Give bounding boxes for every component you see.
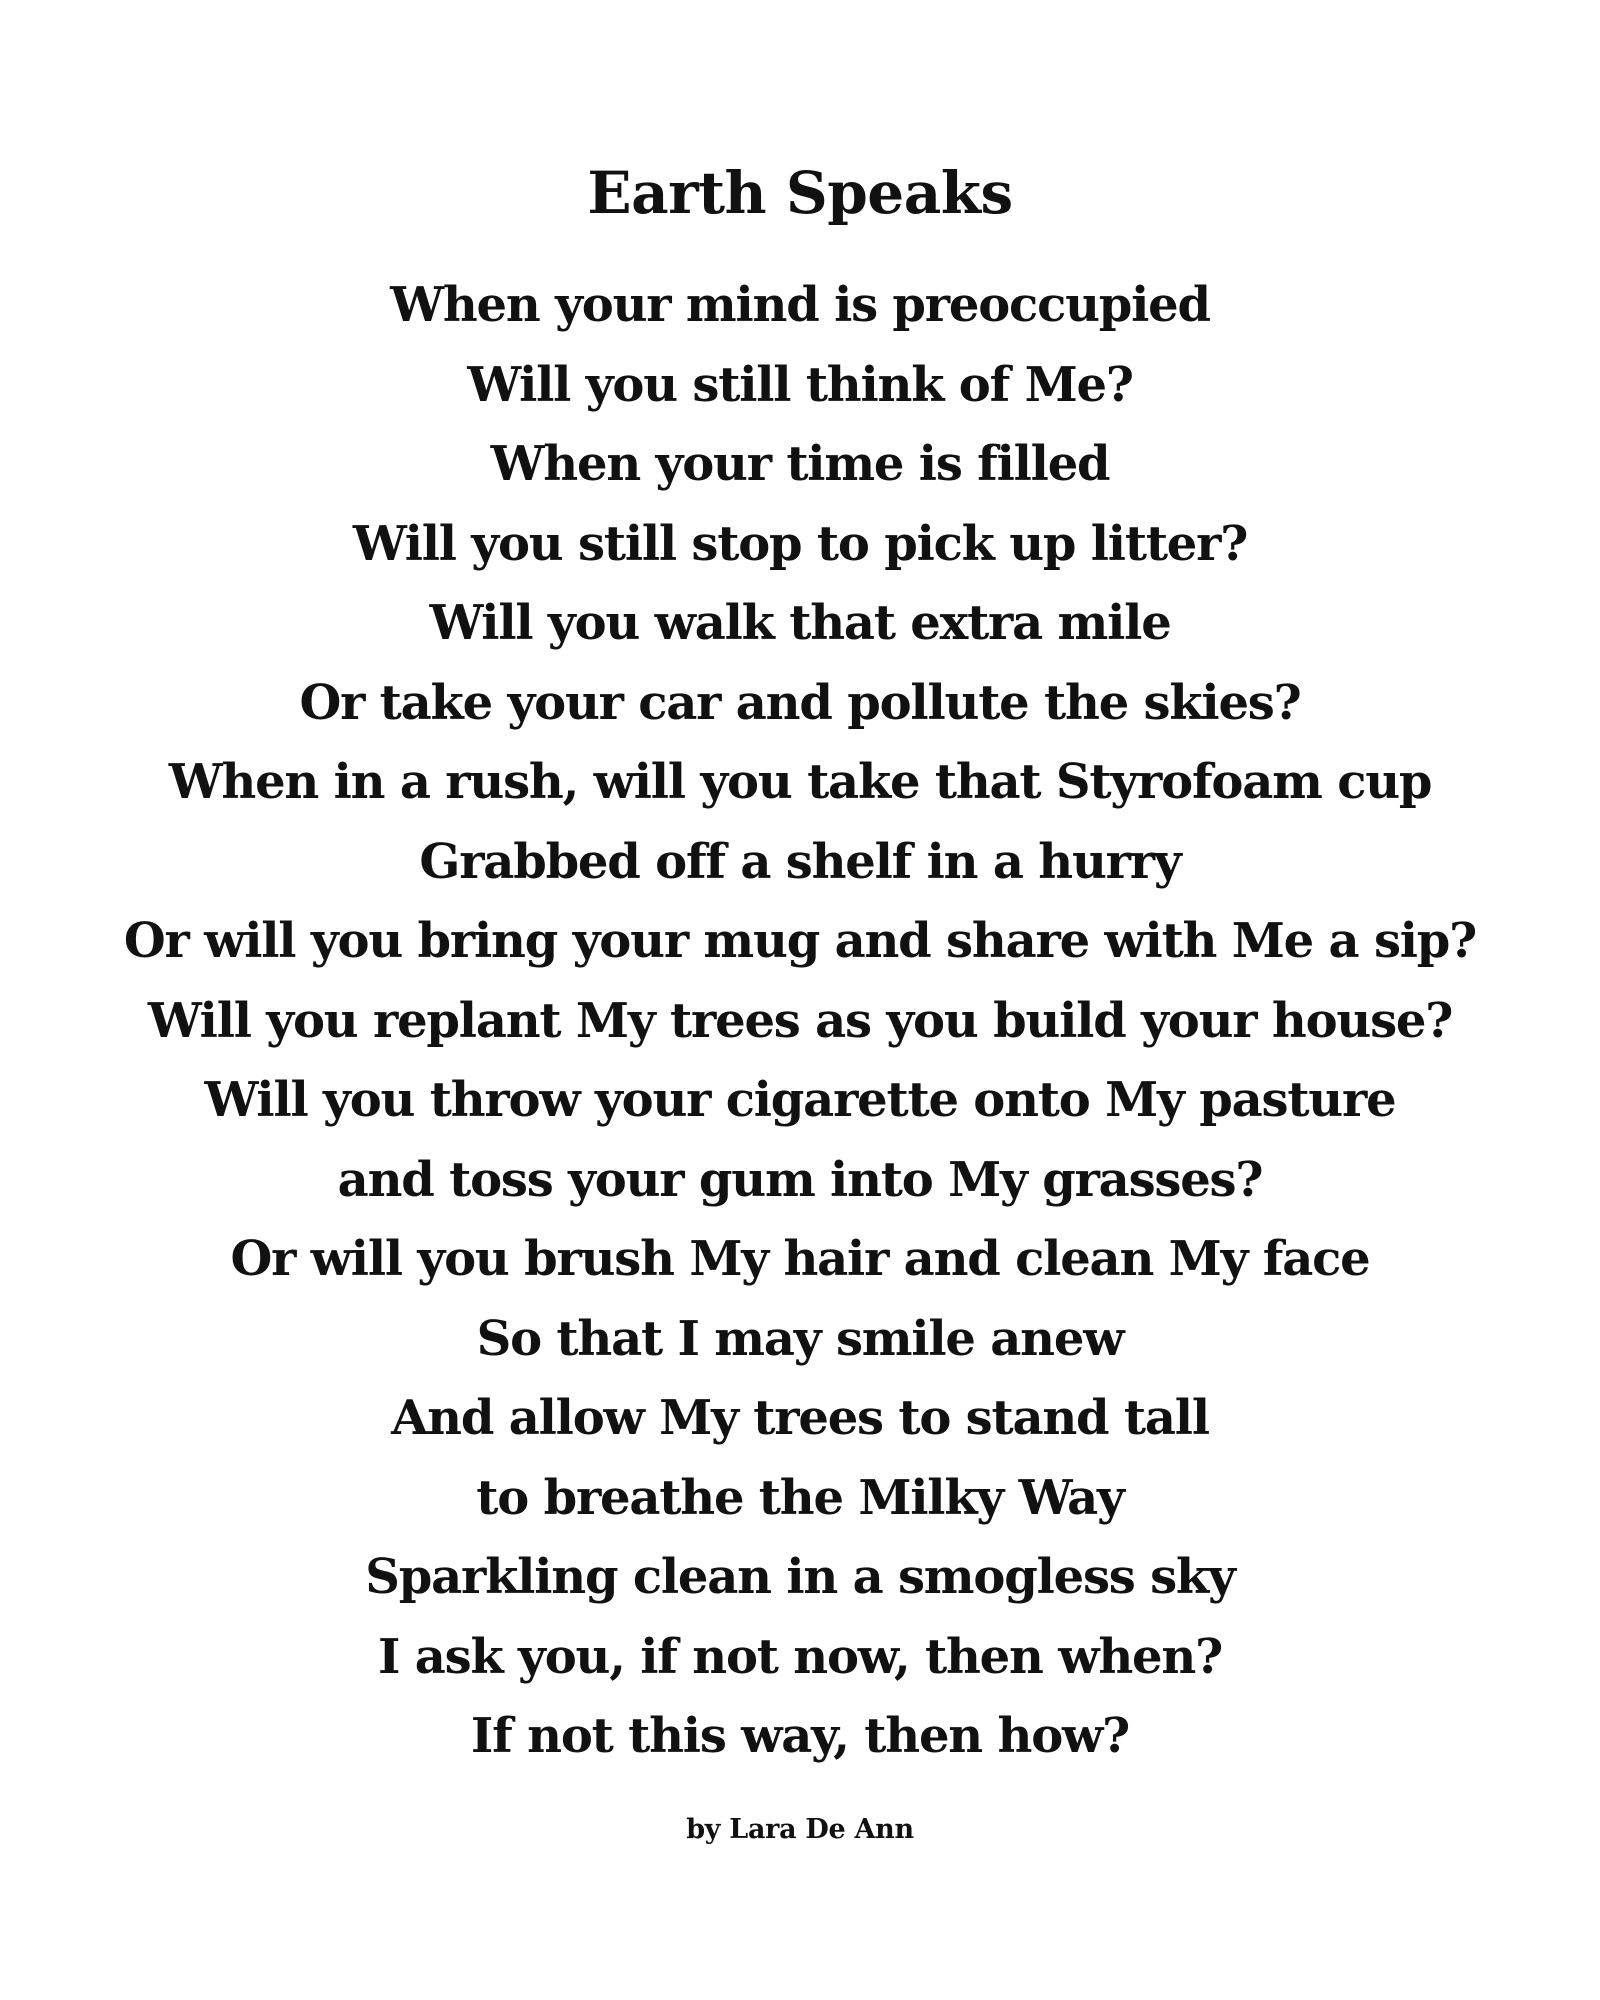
- poem-line: When your mind is preoccupied: [390, 277, 1210, 333]
- poem-line: When in a rush, will you take that Styrofoam cup: [168, 754, 1432, 810]
- poem-line: Or will you bring your mug and share with Me a sip?: [123, 913, 1477, 969]
- poem-line: and toss your gum into My grasses?: [337, 1151, 1263, 1208]
- poem-line: Will you still stop to pick up litter?: [352, 515, 1248, 572]
- poem-line: Sparkling clean in a smogless sky: [365, 1549, 1235, 1605]
- poem-author: by Lara De Ann: [686, 1814, 914, 1845]
- poem-line: Or will you brush My hair and clean My face: [230, 1231, 1370, 1287]
- poem-body: [0, 266, 1600, 1777]
- poem-line: Will you replant My trees as you build your house?: [147, 992, 1453, 1049]
- poem-line: And allow My trees to stand tall: [391, 1390, 1209, 1446]
- poem-title: Earth Speaks: [587, 159, 1013, 227]
- poem-line: When your time is filled: [490, 436, 1110, 492]
- poem-line: I ask you, if not now, then when?: [377, 1628, 1223, 1685]
- poem-line: Or take your car and pollute the skies?: [299, 674, 1301, 731]
- poem-line: Will you walk that extra mile: [429, 595, 1171, 651]
- poem-line: Will you still think of Me?: [467, 356, 1133, 413]
- poem-line: So that I may smile anew: [476, 1310, 1124, 1367]
- poem-line: Grabbed off a shelf in a hurry: [419, 833, 1181, 890]
- poem-line: If not this way, then how?: [470, 1708, 1130, 1764]
- poem-line: Will you throw your cigarette onto My pasture: [204, 1072, 1396, 1128]
- poem-line: to breathe the Milky Way: [476, 1469, 1124, 1526]
